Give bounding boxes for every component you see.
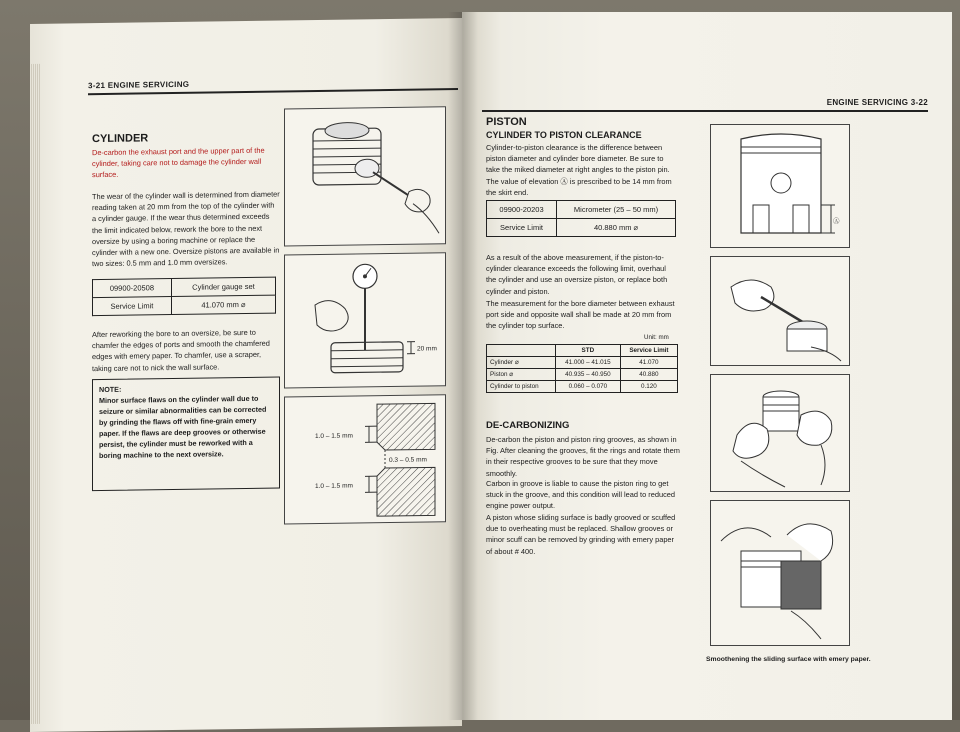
elevation-marker: Ⓐ: [833, 216, 840, 225]
spec-tool-name: Cylinder gauge set: [171, 277, 275, 296]
emery-caption: Smoothening the sliding surface with emery paper.: [706, 656, 871, 663]
figure-emery-paper: [710, 500, 850, 646]
cylinder-rework-text: After reworking the bore to an oversize, be sure to chamfer the edges of ports and smooth the chamfered edges with emery paper. To chamfer, use a scraper, taking care not to nick the wall surface.: [92, 327, 280, 374]
note-box: [92, 377, 280, 492]
cylinder-intro: De-carbon the exhaust port and the upper part of the cylinder, taking care not to damage the cylinder wall surface.: [92, 145, 278, 181]
cell-limit: 41.070: [620, 357, 677, 369]
clearance-subtitle: CYLINDER TO PISTON CLEARANCE: [486, 130, 642, 140]
figure-cylinder-decarbon: [284, 106, 446, 246]
cell-std: 41.000 – 41.015: [555, 357, 620, 369]
cell-std: 40.935 – 40.950: [555, 369, 620, 381]
note-text: Minor surface flaws on the cylinder wall due to seizure or similar abnormalities can be corrected by grinding the flaws off with fine-grain emery paper. If the flaws are deep grooves or otherwise persist, the cylinder must be reworked with a boring machine to the next oversize.: [99, 393, 273, 461]
table-row: [93, 295, 276, 316]
left-page-header: 3-21 ENGINE SERVICING: [88, 80, 189, 90]
piston-limit-label: Service Limit: [487, 219, 557, 237]
right-page-header: ENGINE SERVICING 3-22: [827, 98, 928, 107]
spec-tool-number: 09900-20508: [93, 279, 172, 298]
figure-micrometer: [710, 256, 850, 366]
piston-spec-table: [486, 200, 676, 237]
decarbon-p2: Carbon in groove is liable to cause the piston ring to get stuck in the groove, and this condition will lead to reduced engine power output.: [486, 478, 682, 512]
chamfer-dim-bottom: 1.0 – 1.5 mm: [315, 482, 353, 490]
left-page: [30, 18, 462, 732]
open-service-manual: [30, 12, 952, 720]
row-label: Cylinder to piston: [487, 381, 556, 393]
piston-tool-name: Micrometer (25 – 50 mm): [557, 201, 676, 219]
spec-limit-value: 41.070 mm ⌀: [171, 295, 275, 314]
bore-measure-text: The measurement for the bore diameter between exhaust port side and opposite wall shall be made at 20 mm from the cylinder top surface.: [486, 298, 678, 332]
figure-chamfer: [284, 394, 446, 524]
piston-tool-number: 09900-20203: [487, 201, 557, 219]
spec-limit-label: Service Limit: [93, 297, 172, 316]
table-header-row: [487, 345, 678, 357]
row-label: Cylinder ⌀: [487, 357, 556, 369]
cylinder-wear-text: The wear of the cylinder wall is determined from diameter reading taken at 20 mm from the top of the cylinder with a cylinder gauge. If the wear thus determined exceeds the limit indicated below, rework the bore to the next oversize by using a boring machine or replace the cylinder with a new one. Oversize pistons are available in two sizes: 0.5 mm and 1.0 mm oversizes.: [92, 189, 280, 270]
cell-std: 0.060 – 0.070: [555, 381, 620, 393]
piston-illustration: [711, 125, 849, 247]
cell-limit: 40.880: [620, 369, 677, 381]
column-header: Service Limit: [620, 345, 677, 357]
right-page: [462, 12, 952, 720]
chamfer-diagram: [285, 395, 445, 523]
piston-intro: Cylinder-to-piston clearance is the difference between piston diameter and cylinder bore diameter. Be sure to take the miked diameter at right angles to the piston pin. The value of elevation Ⓐ is prescribed to be 14 mm from the skirt end.: [486, 142, 676, 198]
clearance-table: [486, 344, 678, 393]
table-row: [487, 381, 678, 393]
emery-illustration: [711, 501, 849, 645]
chamfer-dim-top: 1.0 – 1.5 mm: [315, 432, 353, 440]
right-header-rule: [482, 110, 928, 112]
gauge-dimension-label: 20 mm: [417, 345, 437, 352]
cylinder-illustration: [285, 107, 445, 245]
clearance-result-text: As a result of the above measurement, if the piston-to-cylinder clearance exceeds the following limit, overhaul the cylinder and use an oversize piston, or replace both cylinder and piston.: [486, 252, 678, 297]
cylinder-spec-table: [92, 277, 276, 317]
decarbon-p1: De-carbon the piston and piston ring grooves, as shown in Fig. After cleaning the grooves, fit the rings and rotate them in their respective grooves to be sure that they move smoothly.: [486, 434, 682, 479]
piston-title: PISTON: [486, 116, 527, 128]
row-label: Piston ⌀: [487, 369, 556, 381]
table-row: [487, 369, 678, 381]
decarbon-p3: A piston whose sliding surface is badly grooved or scuffed due to overheating must be replaced. Shallow grooves or minor scuff can be removed by grinding with emery paper of about # 400.: [486, 512, 682, 557]
note-title: NOTE:: [99, 382, 273, 395]
micrometer-illustration: [711, 257, 849, 365]
unit-label: Unit: mm: [644, 334, 669, 341]
decarbon-title: DE-CARBONIZING: [486, 420, 569, 431]
piston-limit-value: 40.880 mm ⌀: [557, 219, 676, 237]
table-row: [487, 357, 678, 369]
ring-groove-illustration: [711, 375, 849, 491]
figure-piston-elevation: [710, 124, 850, 248]
chamfer-dim-middle: 0.3 – 0.5 mm: [389, 456, 427, 464]
cell-limit: 0.120: [620, 381, 677, 393]
page-stack-edge: [30, 64, 40, 724]
figure-ring-groove: [710, 374, 850, 492]
cylinder-title: CYLINDER: [92, 132, 148, 145]
book-spine-shadow: [448, 12, 478, 720]
column-header: STD: [555, 345, 620, 357]
table-row: [487, 201, 676, 219]
table-row: [487, 219, 676, 237]
figure-cylinder-gauge: [284, 252, 446, 388]
gauge-illustration: [285, 253, 445, 387]
column-header: [487, 345, 556, 357]
